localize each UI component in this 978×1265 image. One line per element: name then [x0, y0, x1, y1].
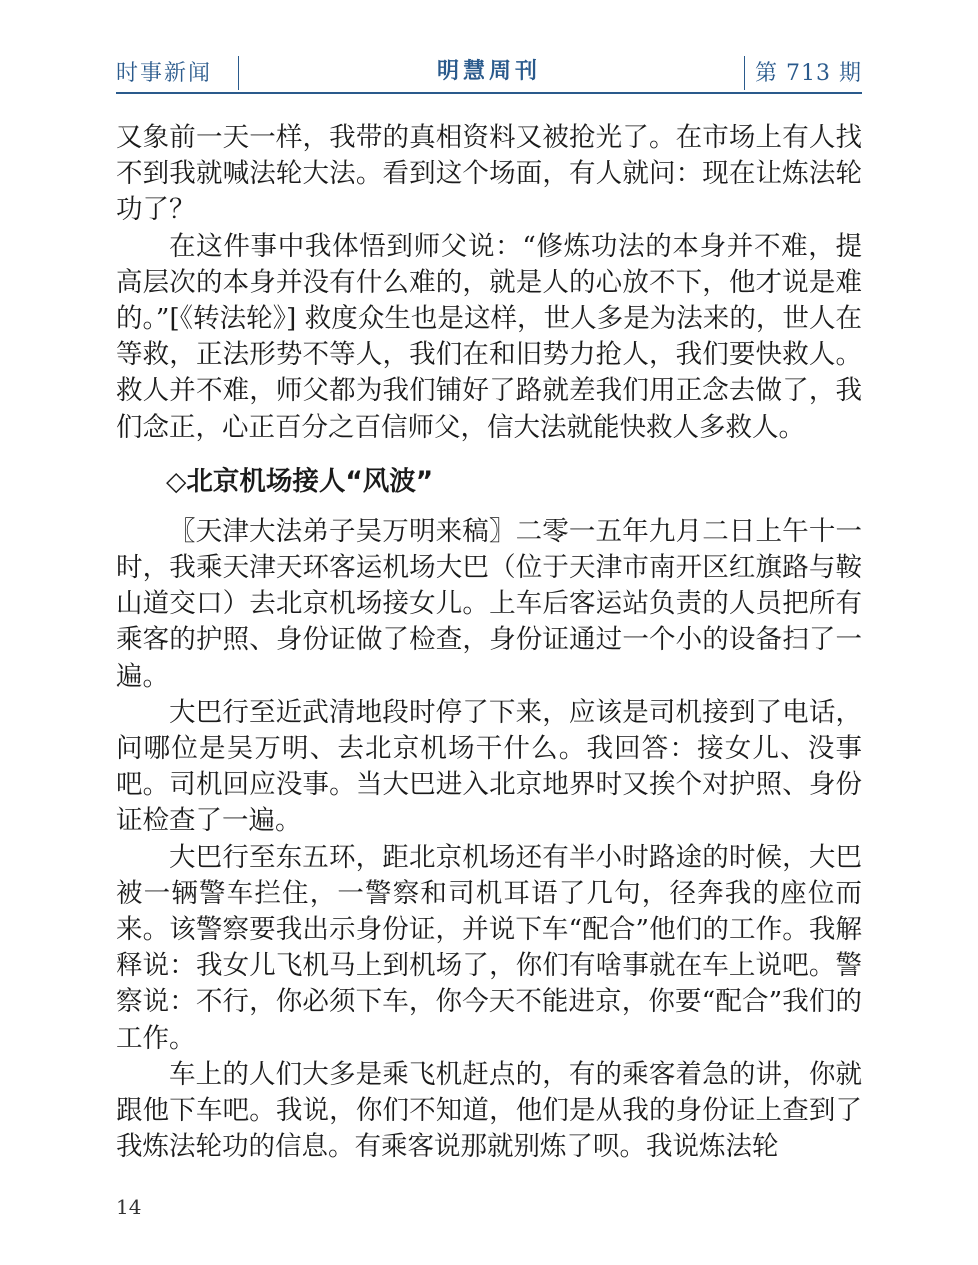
page-body: [116, 120, 862, 1165]
article-paragraph: 大巴行至近武清地段时停了下来，应该是司机接到了电话，问哪位是吴万明、去北京机场干什么。我回答：接女儿、没事吧。司机回应没事。当大巴进入北京地界时又挨个对护照、身份证检查了一遍。: [116, 696, 862, 837]
paragraph: 在这件事中我体悟到师父说：“修炼功法的本身并不难，提高层次的本身并没有什么难的，就是人的心放不下，他才说是难的。”[《转法轮》] 救度众生也是这样，世人多是为法来的，世人在等救，正法形势不等人，我们在和旧势力抢人，我们要快救人。救人并不难，师父都为我们铺好了路就差我们用正念去做了，我们念正，心正百分之百信师父，信大法就能快救人多救人。: [116, 230, 862, 443]
article-paragraph: 〖天津大法弟子吴万明来稿〗二零一五年九月二日上午十一时，我乘天津天环客运机场大巴（位于天津市南开区红旗路与鞍山道交口）去北京机场接女儿。上车后客运站负责的人员把所有乘客的护照、身份证做了检查，身份证通过一个小的设备扫了一遍。: [116, 515, 862, 692]
issue-number: 第 713 期: [755, 61, 862, 86]
header-rule: [116, 92, 862, 94]
article-heading: ◇北京机场接人“风波”: [166, 465, 434, 497]
article-paragraph: 大巴行至东五环，距北京机场还有半小时路途的时候，大巴被一辆警车拦住，一警察和司机耳语了几句，径奔我的座位而来。该警察要我出示身份证，并说下车“配合”他们的工作。我解释说：我女儿飞机马上到机场了，你们有啥事就在车上说吧。警察说：不行，你必须下车，你今天不能进京，你要“配合”我们的工作。: [116, 841, 862, 1054]
page-header: [116, 52, 862, 92]
section-label: 时事新闻: [116, 61, 213, 86]
article-paragraph: 车上的人们大多是乘飞机赶点的，有的乘客着急的讲，你就跟他下车吧。我说，你们不知道，他们是从我的身份证上查到了我炼法轮功的信息。有乘客说那就别炼了呗。我说炼法轮: [116, 1058, 862, 1163]
header-divider-right: [744, 56, 745, 90]
paragraph-continued: 又象前一天一样，我带的真相资料又被抢光了。在市场上有人找不到我就喊法轮大法。看到这个场面，有人就问：现在让炼法轮功了？: [116, 122, 862, 226]
page-number: 14: [116, 1195, 142, 1219]
publication-title: 明慧周刊: [436, 59, 541, 84]
